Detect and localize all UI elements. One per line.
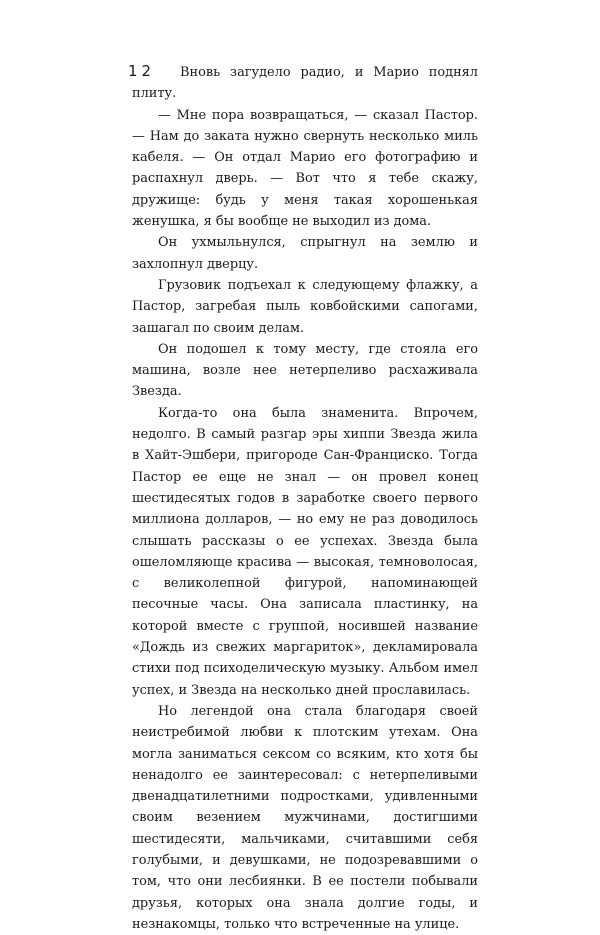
- paragraph: — Мне пора возвращаться, — сказал Пастор. — Нам до заката нужно свернуть несколько миль кабеля. — Он отдал Марио его фотографию и распахнул дверь. — Вот что я тебе скажу, дружище: будь у меня такая хорошенькая женушка, я бы вообще не выходил из дома.: [132, 107, 478, 230]
- paragraph: Он подошел к тому месту, где стояла его машина, возле нее нетерпеливо расхаживала Звезда.: [132, 341, 478, 400]
- body-text: [132, 62, 478, 935]
- paragraph: Когда-то она была знаменита. Впрочем, недолго. В самый разгар эры хиппи Звезда жила в Хайт-Эшбери, пригороде Сан-Франциско. Тогда Пастор ее еще не знал — он провел конец шестидесятых годов в заработке своего первого миллиона долларов, — но ему не раз доводилось слышать рассказы о ее успехах. Звезда была ошеломляюще красива — высокая, темноволосая, с великолепной фигурой, напоминающей песочные часы. Она записала пластинку, на которой вместе с группой, носившей название «Дождь из свежих маргариток», декламировала стихи под психоделическую музыку. Альбом имел успех, и Звезда на несколько дней прославилась.: [132, 405, 478, 698]
- page-number: 12: [128, 62, 156, 80]
- paragraph: Грузовик подъехал к следующему флажку, а Пастор, загребая пыль ковбойскими сапогами, зашагал по своим делам.: [132, 277, 478, 336]
- paragraph: Вновь загудело радио, и Марио поднял плиту.: [132, 65, 478, 102]
- paragraph: Но легендой она стала благодаря своей неистребимой любви к плотским утехам. Она могла заниматься сексом со всяким, кто хотя бы ненадолго ее заинтересовал: с нетерпеливыми двенадцатилетними подростками, удивленными своим везением мужчинами, достигшими шестидесяти, мальчиками, считавшими себя голубыми, и девушками, не подозревавшими о том, что они лесбиянки. В ее постели побывали друзья, которых она знала долгие годы, и незнакомцы, только что встреченные на улице.: [132, 703, 478, 932]
- paragraph: Он ухмыльнулся, спрыгнул на землю и захлопнул дверцу.: [132, 235, 478, 272]
